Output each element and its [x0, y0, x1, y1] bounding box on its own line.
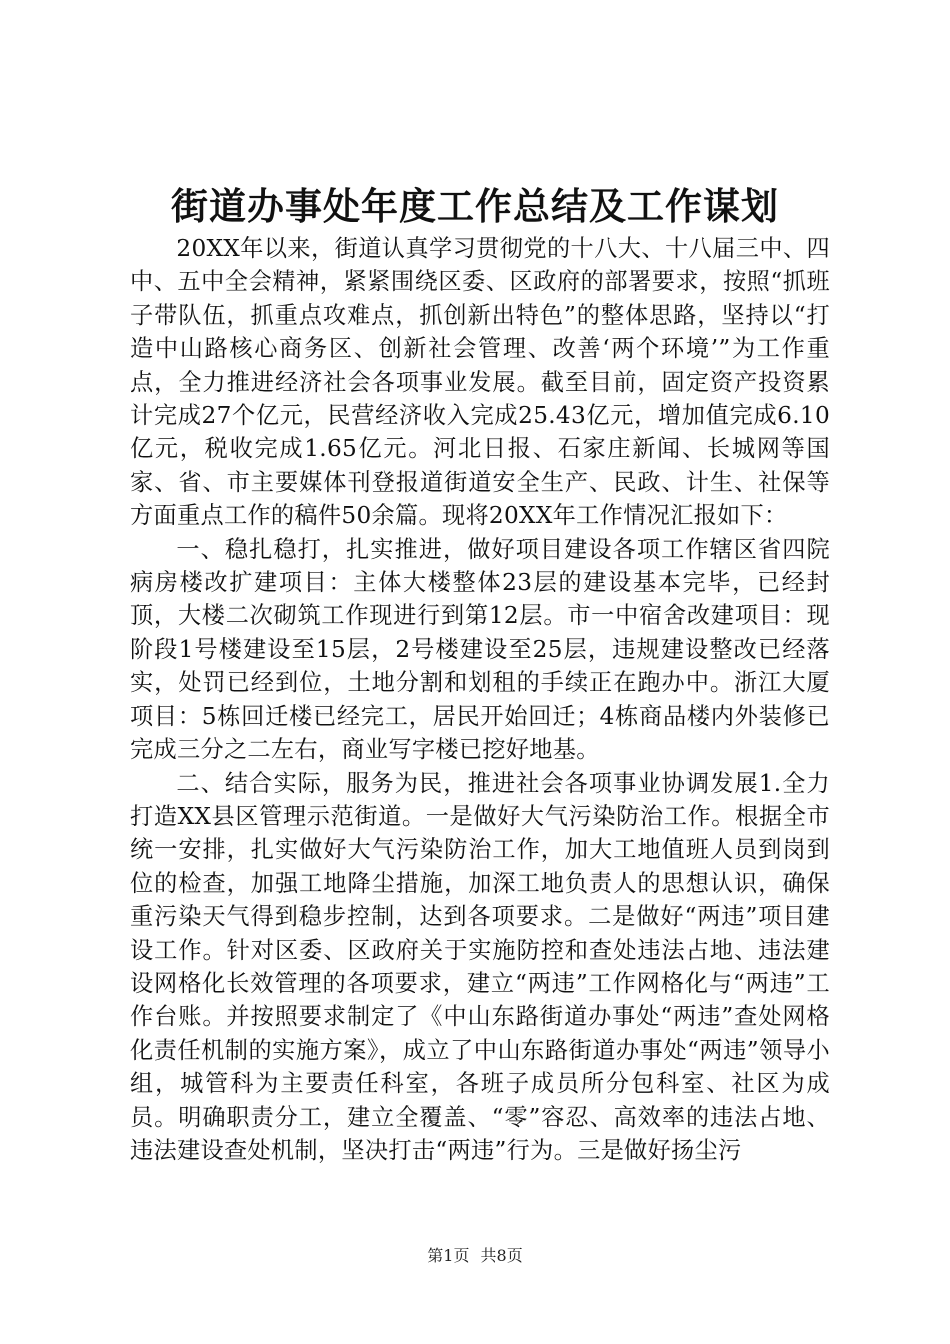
document-title: 街道办事处年度工作总结及工作谋划: [171, 184, 779, 228]
page-total: 共8页: [480, 1246, 523, 1265]
paragraph-project-construction: 一、稳扎稳打，扎实推进，做好项目建设各项工作辖区省四院病房楼改扩建项目：主体大楼整体23层的建设基本完毕，已经封顶，大楼二次砌筑工作现进行到第12层。市一中宿舍改建项目：现阶段1号楼建设至15层，2号楼建设至25层，违规建设整改已经落实，处罚已经到位，土地分割和划租的手续正在跑办中。浙江大厦项目：5栋回迁楼已经完工，居民开始回迁；4栋商品楼内外装修已完成三分之二左右，商业写字楼已挖好地基。: [130, 535, 830, 764]
document-body: [130, 232, 830, 1167]
page-number: 第1页: [427, 1246, 470, 1265]
page-footer: [0, 1244, 950, 1268]
paragraph-intro: 20XX年以来，街道认真学习贯彻党的十八大、十八届三中、四中、五中全会精神，紧紧围绕区委、区政府的部署要求，按照“抓班子带队伍，抓重点攻难点，抓创新出特色”的整体思路，坚持以“打造中山路核心商务区、创新社会管理、改善‘两个环境’”为工作重点，全力推进经济社会各项事业发展。截至目前，固定资产投资累计完成27个亿元，民营经济收入完成25.43亿元，增加值完成6.10亿元，税收完成1.65亿元。河北日报、石家庄新闻、长城网等国家、省、市主要媒体刊登报道街道安全生产、民政、计生、社保等方面重点工作的稿件50余篇。现将20XX年工作情况汇报如下：: [130, 235, 830, 530]
paragraph-social-development: 二、结合实际，服务为民，推进社会各项事业协调发展1.全力打造XX县区管理示范街道。一是做好大气污染防治工作。根据全市统一安排，扎实做好大气污染防治工作，加大工地值班人员到岗到位的检查，加强工地降尘措施，加深工地负责人的思想认识，确保重污染天气得到稳步控制，达到各项要求。二是做好“两违”项目建设工作。针对区委、区政府关于实施防控和查处违法占地、违法建设网格化长效管理的各项要求，建立“两违”工作网格化与“两违”工作台账。并按照要求制定了《中山东路街道办事处“两违”查处网格化责任机制的实施方案》，成立了中山东路街道办事处“两违”领导小组，城管科为主要责任科室，各班子成员所分包科室、社区为成员。明确职责分工，建立全覆盖、“零”容忍、高效率的违法占地、违法建设查处机制，坚决打击“两违”行为。三是做好扬尘污: [130, 769, 830, 1164]
